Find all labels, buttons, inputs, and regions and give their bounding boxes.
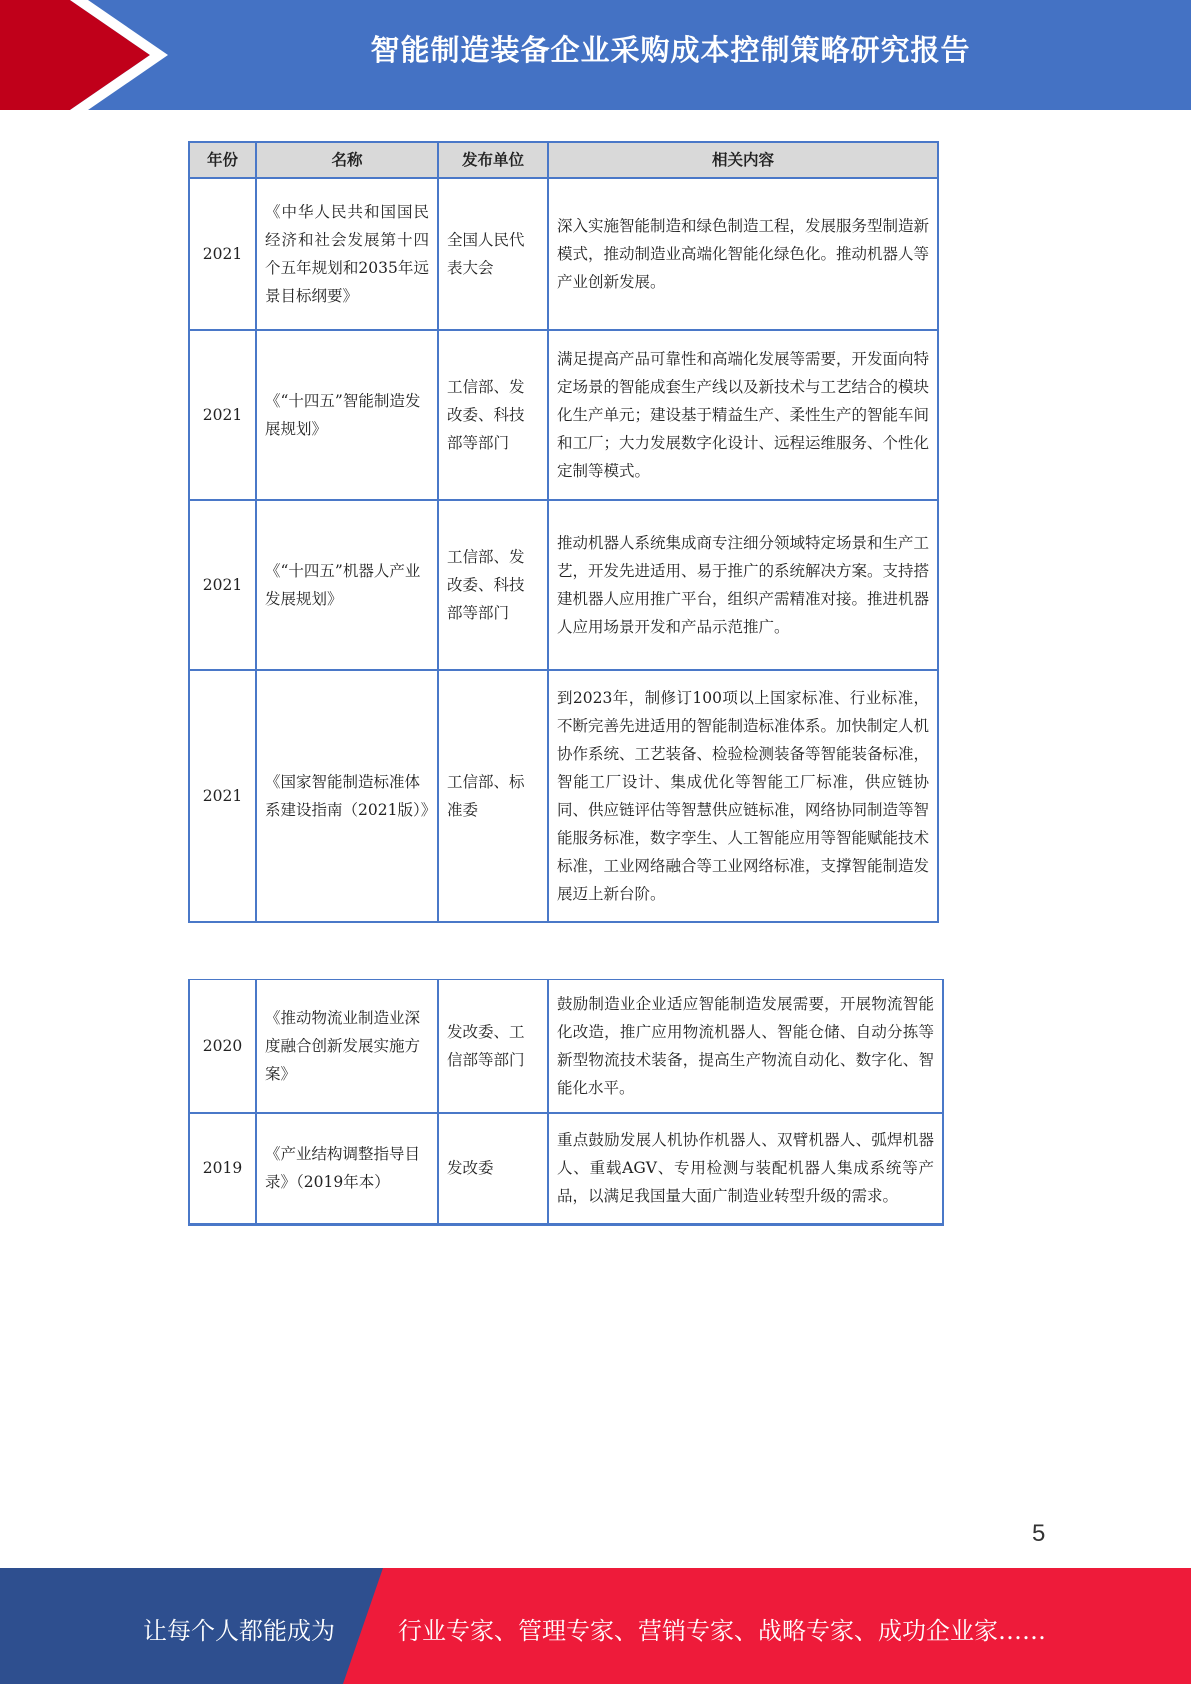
cell-year: 2021 — [189, 670, 256, 922]
footer-slogan-left: 让每个人都能成为 — [143, 1617, 335, 1645]
table-row — [189, 980, 943, 1113]
cell-name: 《“十四五”智能制造发展规划》 — [256, 330, 438, 500]
table-row — [189, 178, 938, 330]
table-row — [189, 500, 938, 670]
page-number: 5 — [1032, 1520, 1046, 1547]
page-header — [0, 0, 1191, 110]
cell-content: 深入实施智能制造和绿色制造工程，发展服务型制造新模式，推动制造业高端化智能化绿色化。推动机器人等产业创新发展。 — [548, 178, 938, 330]
cell-name: 《“十四五”机器人产业发展规划》 — [256, 500, 438, 670]
report-title: 智能制造装备企业采购成本控制策略研究报告 — [370, 33, 971, 67]
page-footer — [0, 1568, 1191, 1684]
cell-name: 《国家智能制造标准体系建设指南（2021版）》 — [256, 670, 438, 922]
cell-year: 2021 — [189, 178, 256, 330]
cell-issuer: 全国人民代表大会 — [438, 178, 548, 330]
policy-table-continued — [188, 979, 944, 1226]
cell-content: 重点鼓励发展人机协作机器人、双臂机器人、弧焊机器人、重载AGV、专用检测与装配机器人集成系统等产品，以满足我国量大面广制造业转型升级的需求。 — [548, 1113, 943, 1225]
cell-content: 鼓励制造业企业适应智能制造发展需要，开展物流智能化改造，推广应用物流机器人、智能仓储、自动分拣等新型物流技术装备，提高生产物流自动化、数字化、智能化水平。 — [548, 980, 943, 1113]
table-row — [189, 670, 938, 922]
footer-slogan-right: 行业专家、管理专家、营销专家、战略专家、成功企业家…… — [398, 1617, 1046, 1645]
table-header-row — [189, 142, 938, 178]
cell-year: 2019 — [189, 1113, 256, 1225]
cell-issuer: 工信部、发改委、科技部等部门 — [438, 500, 548, 670]
cell-issuer: 工信部、标准委 — [438, 670, 548, 922]
cell-content: 推动机器人系统集成商专注细分领域特定场景和生产工艺，开发先进适用、易于推广的系统解决方案。支持搭建机器人应用推广平台，组织产需精准对接。推进机器人应用场景开发和产品示范推广。 — [548, 500, 938, 670]
cell-year: 2021 — [189, 330, 256, 500]
cell-issuer: 发改委、工信部等部门 — [438, 980, 548, 1113]
cell-content: 到2023年，制修订100项以上国家标准、行业标准，不断完善先进适用的智能制造标准体系。加快制定人机协作系统、工艺装备、检验检测装备等智能装备标准，智能工厂设计、集成优化等智能工厂标准，供应链协同、供应链评估等智慧供应链标准，网络协同制造等智能服务标准，数字孪生、人工智能应用等智能赋能技术标准，工业网络融合等工业网络标准，支撑智能制造发展迈上新台阶。 — [548, 670, 938, 922]
cell-content: 满足提高产品可靠性和高端化发展等需要，开发面向特定场景的智能成套生产线以及新技术与工艺结合的模块化生产单元；建设基于精益生产、柔性生产的智能车间和工厂；大力发展数字化设计、远程运维服务、个性化定制等模式。 — [548, 330, 938, 500]
cell-year: 2021 — [189, 500, 256, 670]
header-content: 相关内容 — [548, 142, 938, 178]
cell-issuer: 发改委 — [438, 1113, 548, 1225]
header-name: 名称 — [256, 142, 438, 178]
cell-name: 《中华人民共和国国民经济和社会发展第十四个五年规划和2035年远景目标纲要》 — [256, 178, 438, 330]
header-year: 年份 — [189, 142, 256, 178]
cell-year: 2020 — [189, 980, 256, 1113]
cell-name: 《推动物流业制造业深度融合创新发展实施方案》 — [256, 980, 438, 1113]
table-row — [189, 1113, 943, 1225]
policy-table — [188, 141, 939, 923]
table-row — [189, 330, 938, 500]
cell-name: 《产业结构调整指导目录》（2019年本） — [256, 1113, 438, 1225]
header-issuer: 发布单位 — [438, 142, 548, 178]
cell-issuer: 工信部、发改委、科技部等部门 — [438, 330, 548, 500]
